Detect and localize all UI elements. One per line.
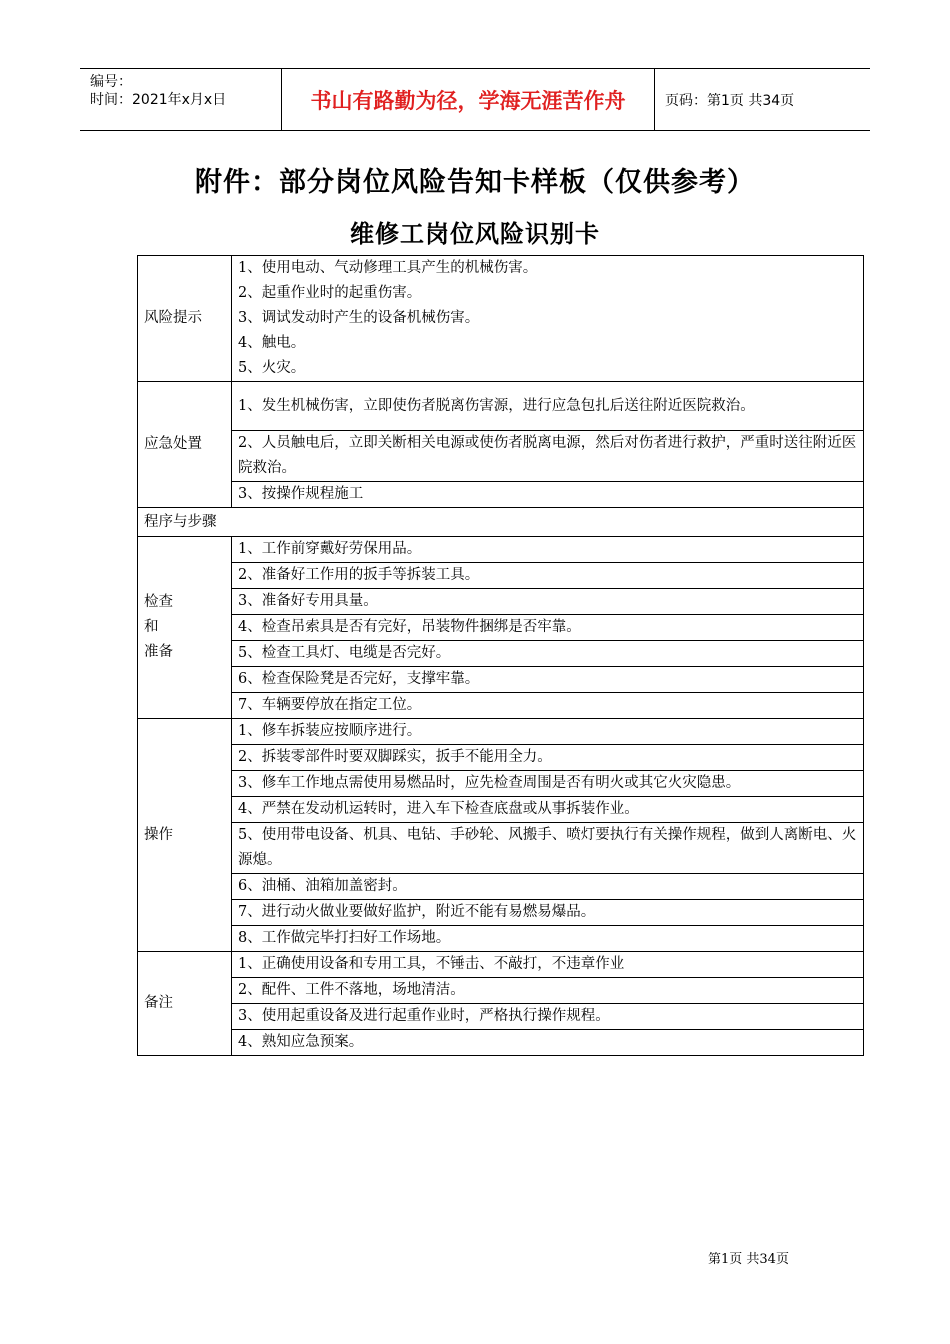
notes-item: 2、配件、工件不落地，场地清洁。 <box>232 978 864 1004</box>
operation-item: 7、进行动火做业要做好监护，附近不能有易燃易爆品。 <box>232 900 864 926</box>
check-label-line: 准备 <box>144 644 173 660</box>
notes-item: 1、正确使用设备和专用工具，不锤击、不敲打，不违章作业 <box>232 952 864 978</box>
header-meta <box>80 69 282 130</box>
operation-item: 6、油桶、油箱加盖密封。 <box>232 874 864 900</box>
operation-item: 2、拆装零部件时要双脚踩实，扳手不能用全力。 <box>232 745 864 771</box>
risk-line: 2、起重作业时的起重伤害。 <box>238 285 422 301</box>
check-label-line: 检查 <box>144 594 173 610</box>
page-header <box>80 68 870 131</box>
emergency-item: 3、按操作规程施工 <box>232 482 864 508</box>
notes-item: 3、使用起重设备及进行起重作业时，严格执行操作规程。 <box>232 1004 864 1030</box>
operation-item: 3、修车工作地点需使用易燃品时，应先检查周围是否有明火或其它火灾隐患。 <box>232 771 864 797</box>
risk-line: 5、火灾。 <box>238 360 306 376</box>
notes-item: 4、熟知应急预案。 <box>232 1030 864 1056</box>
check-label-line: 和 <box>144 619 159 635</box>
procedure-label: 程序与步骤 <box>138 508 864 537</box>
emergency-label: 应急处置 <box>138 382 232 508</box>
risk-label: 风险提示 <box>138 256 232 382</box>
number-label: 编号： <box>90 74 132 90</box>
risk-card-table <box>137 255 864 1056</box>
check-item: 7、车辆要停放在指定工位。 <box>232 693 864 719</box>
risk-lines <box>232 256 864 382</box>
operation-item: 5、使用带电设备、机具、电钻、手砂轮、风搬手、喷灯要执行有关操作规程，做到人离断电、火源熄。 <box>232 823 864 874</box>
page-footer: 第1页 共34页 <box>708 1252 789 1267</box>
header-motto: 书山有路勤为径，学海无涯苦作舟 <box>282 69 655 130</box>
operation-item: 8、工作做完毕打扫好工作场地。 <box>232 926 864 952</box>
page-title: 附件：部分岗位风险告知卡样板（仅供参考） <box>195 167 755 198</box>
operation-item: 1、修车拆装应按顺序进行。 <box>232 719 864 745</box>
check-label <box>138 537 232 719</box>
check-item: 2、准备好工作用的扳手等拆装工具。 <box>232 563 864 589</box>
check-item: 3、准备好专用具量。 <box>232 589 864 615</box>
check-item: 5、检查工具灯、电缆是否完好。 <box>232 641 864 667</box>
notes-label: 备注 <box>138 952 232 1056</box>
risk-line: 4、触电。 <box>238 335 306 351</box>
header-page-info: 页码：第1页 共34页 <box>665 92 795 109</box>
emergency-item: 2、人员触电后，立即关断相关电源或使伤者脱离电源，然后对伤者进行救护，严重时送往附近医院救治。 <box>232 431 864 482</box>
check-item: 6、检查保险凳是否完好，支撑牢靠。 <box>232 667 864 693</box>
operation-item: 4、严禁在发动机运转时，进入车下检查底盘或从事拆装作业。 <box>232 797 864 823</box>
emergency-item: 1、发生机械伤害，立即使伤者脱离伤害源，进行应急包扎后送往附近医院救治。 <box>232 382 864 431</box>
card-title: 维修工岗位风险识别卡 <box>350 220 600 248</box>
risk-line: 3、调试发动时产生的设备机械伤害。 <box>238 310 480 326</box>
time-label: 时间：2021年x月x日 <box>90 92 227 108</box>
check-item: 4、检查吊索具是否有完好，吊装物件捆绑是否牢靠。 <box>232 615 864 641</box>
check-item: 1、工作前穿戴好劳保用品。 <box>232 537 864 563</box>
risk-line: 1、使用电动、气动修理工具产生的机械伤害。 <box>238 260 538 276</box>
operation-label: 操作 <box>138 719 232 952</box>
